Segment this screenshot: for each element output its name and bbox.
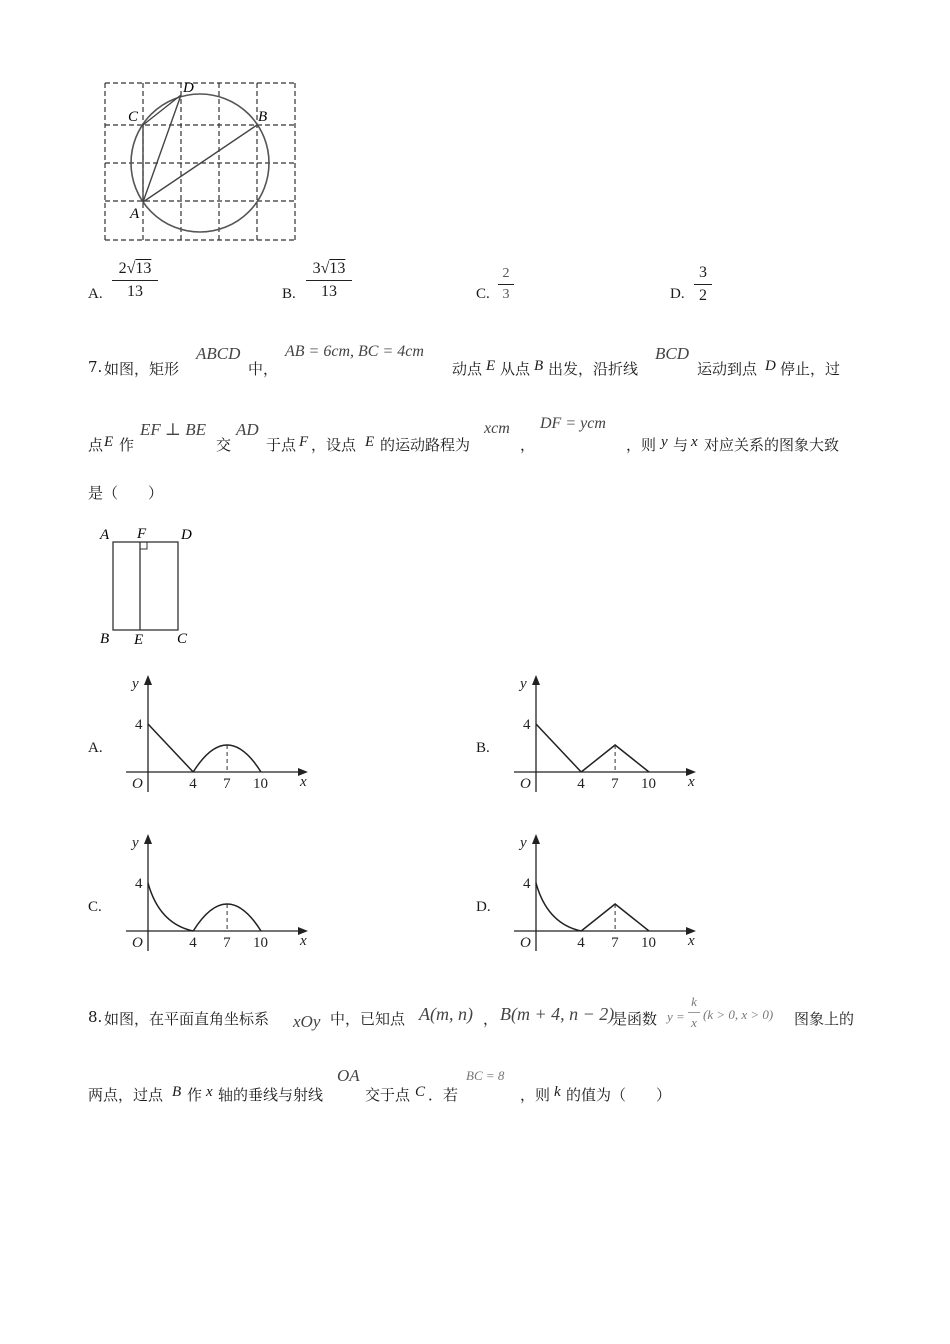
y-axis-label: y	[520, 676, 527, 692]
math-xoy: xOy	[293, 1012, 321, 1031]
label-C: C	[177, 631, 188, 647]
label-C: C	[128, 109, 139, 125]
label-A: A	[100, 527, 110, 543]
x-tick-4: 4	[189, 776, 197, 792]
x-tick-4: 4	[577, 776, 585, 792]
x-tick-10: 10	[641, 776, 656, 792]
option-letter: A.	[88, 740, 103, 756]
label-D: D	[183, 80, 194, 96]
option-letter: D.	[670, 286, 685, 302]
graph-a	[118, 670, 318, 795]
label-F: F	[137, 526, 147, 542]
option-letter: D.	[476, 899, 491, 915]
math-df-ycm: DF = ycm	[540, 415, 606, 432]
origin-label: O	[132, 776, 143, 792]
x-tick-10: 10	[253, 776, 268, 792]
x-tick-10: 10	[641, 935, 656, 951]
x-tick-7: 7	[223, 935, 231, 951]
q7-rectangle-figure	[95, 522, 205, 650]
math-lengths: AB = 6cm, BC = 4cm	[285, 343, 424, 360]
y-axis-arrow	[144, 834, 152, 844]
x-axis-label: x	[300, 774, 307, 790]
y-axis-arrow	[144, 675, 152, 685]
y-axis-arrow	[532, 675, 540, 685]
segment-linear	[536, 724, 581, 772]
y-axis-label: y	[520, 835, 527, 851]
segment-curve	[536, 883, 581, 931]
x-tick-7: 7	[223, 776, 231, 792]
option-letter: B.	[476, 740, 490, 756]
x-tick-4: 4	[189, 935, 197, 951]
fraction: 3√13 13	[306, 260, 352, 301]
x-tick-4: 4	[577, 935, 585, 951]
option-letter: B.	[282, 286, 296, 302]
option-letter: A.	[88, 286, 103, 302]
x-axis-label: x	[688, 933, 695, 949]
y-tick-4: 4	[523, 876, 531, 892]
fraction: 3 2	[694, 264, 712, 305]
x-axis-label: x	[300, 933, 307, 949]
math-function-condition: (k > 0, x > 0)	[703, 1007, 774, 1022]
math-function-fraction: k x	[688, 994, 700, 1031]
x-tick-7: 7	[611, 935, 619, 951]
y-tick-4: 4	[135, 717, 143, 733]
math-ad: AD	[236, 420, 259, 439]
y-axis-arrow	[532, 834, 540, 844]
y-axis-label: y	[132, 676, 139, 692]
q6-circle-figure	[100, 78, 300, 248]
question-number: 8.	[88, 1008, 103, 1026]
math-oa: OA	[337, 1066, 360, 1085]
origin-label: O	[520, 776, 531, 792]
x-tick-7: 7	[611, 776, 619, 792]
graph-b	[506, 670, 706, 795]
origin-label: O	[520, 935, 531, 951]
label-B: B	[100, 631, 110, 647]
label-B: B	[258, 109, 268, 125]
segment-linear	[148, 724, 193, 772]
graph-c	[118, 829, 318, 954]
fraction: 2√13 13	[112, 260, 158, 301]
label-D: D	[181, 527, 192, 543]
label-E: E	[134, 632, 144, 648]
math-ef-perp-be: EF ⊥ BE	[140, 420, 207, 439]
y-tick-4: 4	[523, 717, 531, 733]
segment-curve	[148, 883, 193, 931]
math-point-b: B(m + 4, n − 2)	[500, 1004, 615, 1024]
fraction: 2 3	[498, 266, 514, 303]
x-tick-10: 10	[253, 935, 268, 951]
y-tick-4: 4	[135, 876, 143, 892]
graph-d	[506, 829, 706, 954]
origin-label: O	[132, 935, 143, 951]
option-letter: C.	[88, 899, 102, 915]
math-bcd: BCD	[655, 344, 689, 363]
question-number: 7.	[88, 358, 103, 376]
y-axis-label: y	[132, 835, 139, 851]
math-function-lhs: y =	[667, 1009, 685, 1024]
math-xcm: xcm	[484, 420, 510, 437]
math-point-a: A(m, n)	[419, 1004, 473, 1024]
x-axis-label: x	[688, 774, 695, 790]
math-bc-8: BC = 8	[466, 1068, 505, 1083]
option-letter: C.	[476, 286, 490, 302]
label-A: A	[130, 206, 140, 222]
math-abcd: ABCD	[196, 344, 241, 363]
